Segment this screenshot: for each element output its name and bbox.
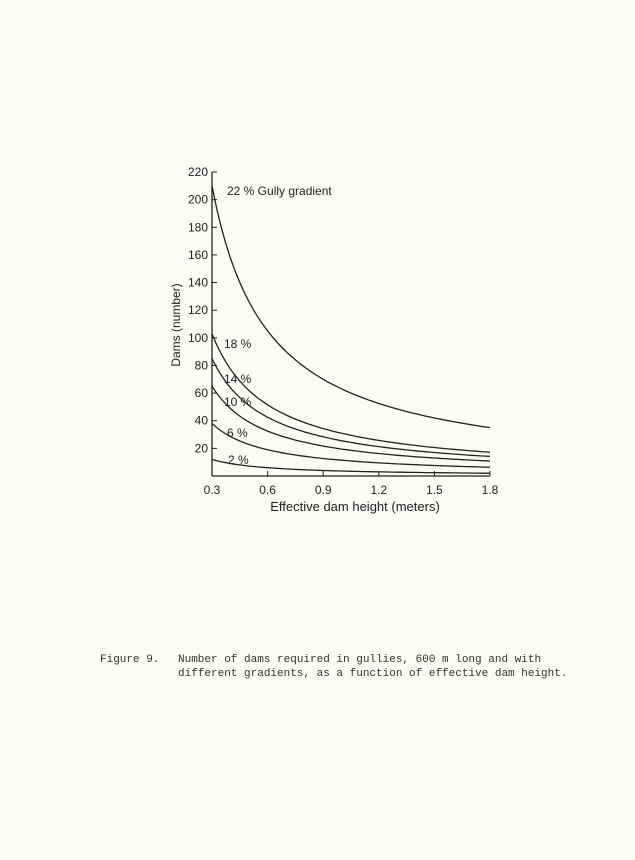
series-line-1 [212,186,490,428]
y-tick-label: 220 [187,165,208,179]
chart-axes [212,172,490,476]
x-tick-label: 0.6 [259,483,276,497]
figure-caption-label: Figure 9. [100,654,160,666]
y-tick-label: 80 [194,358,208,373]
y-tick-label: 60 [194,386,208,401]
x-axis-label: Effective dam height (meters) [270,499,440,514]
series-label-5: 6 % [227,426,248,440]
y-tick-label: 160 [187,247,208,262]
chart-series [212,186,490,473]
y-axis-label: Dams (number) [169,283,183,367]
y-tick-label: 100 [187,330,208,345]
series-label-3: 14 % [224,372,252,386]
x-tick-label: 0.3 [203,483,221,497]
x-axis-ticks [204,471,499,497]
x-tick-label: 1.8 [481,483,499,497]
series-labels [224,184,332,467]
x-tick-label: 1.2 [370,483,388,497]
y-tick-label: 200 [187,192,208,207]
y-tick-label: 140 [187,275,208,290]
series-line-3 [212,359,490,457]
figure-caption-text: Number of dams required in gullies, 600 m long and with different gradients, as a function of effective dam height. [178,654,568,680]
series-line-4 [212,386,490,461]
y-tick-label: 40 [194,413,208,428]
series-label-2: 18 % [224,337,252,351]
y-tick-label: 180 [187,220,208,235]
series-label-6: 2 % [228,453,249,467]
series-label-4: 10 % [224,395,252,409]
x-tick-label: 0.9 [314,483,332,497]
y-tick-label: 20 [194,441,208,456]
x-tick-label: 1.5 [426,483,443,497]
series-label-1: 22 % Gully gradient [227,184,332,198]
y-tick-label: 120 [187,303,208,318]
series-line-5 [212,424,490,468]
